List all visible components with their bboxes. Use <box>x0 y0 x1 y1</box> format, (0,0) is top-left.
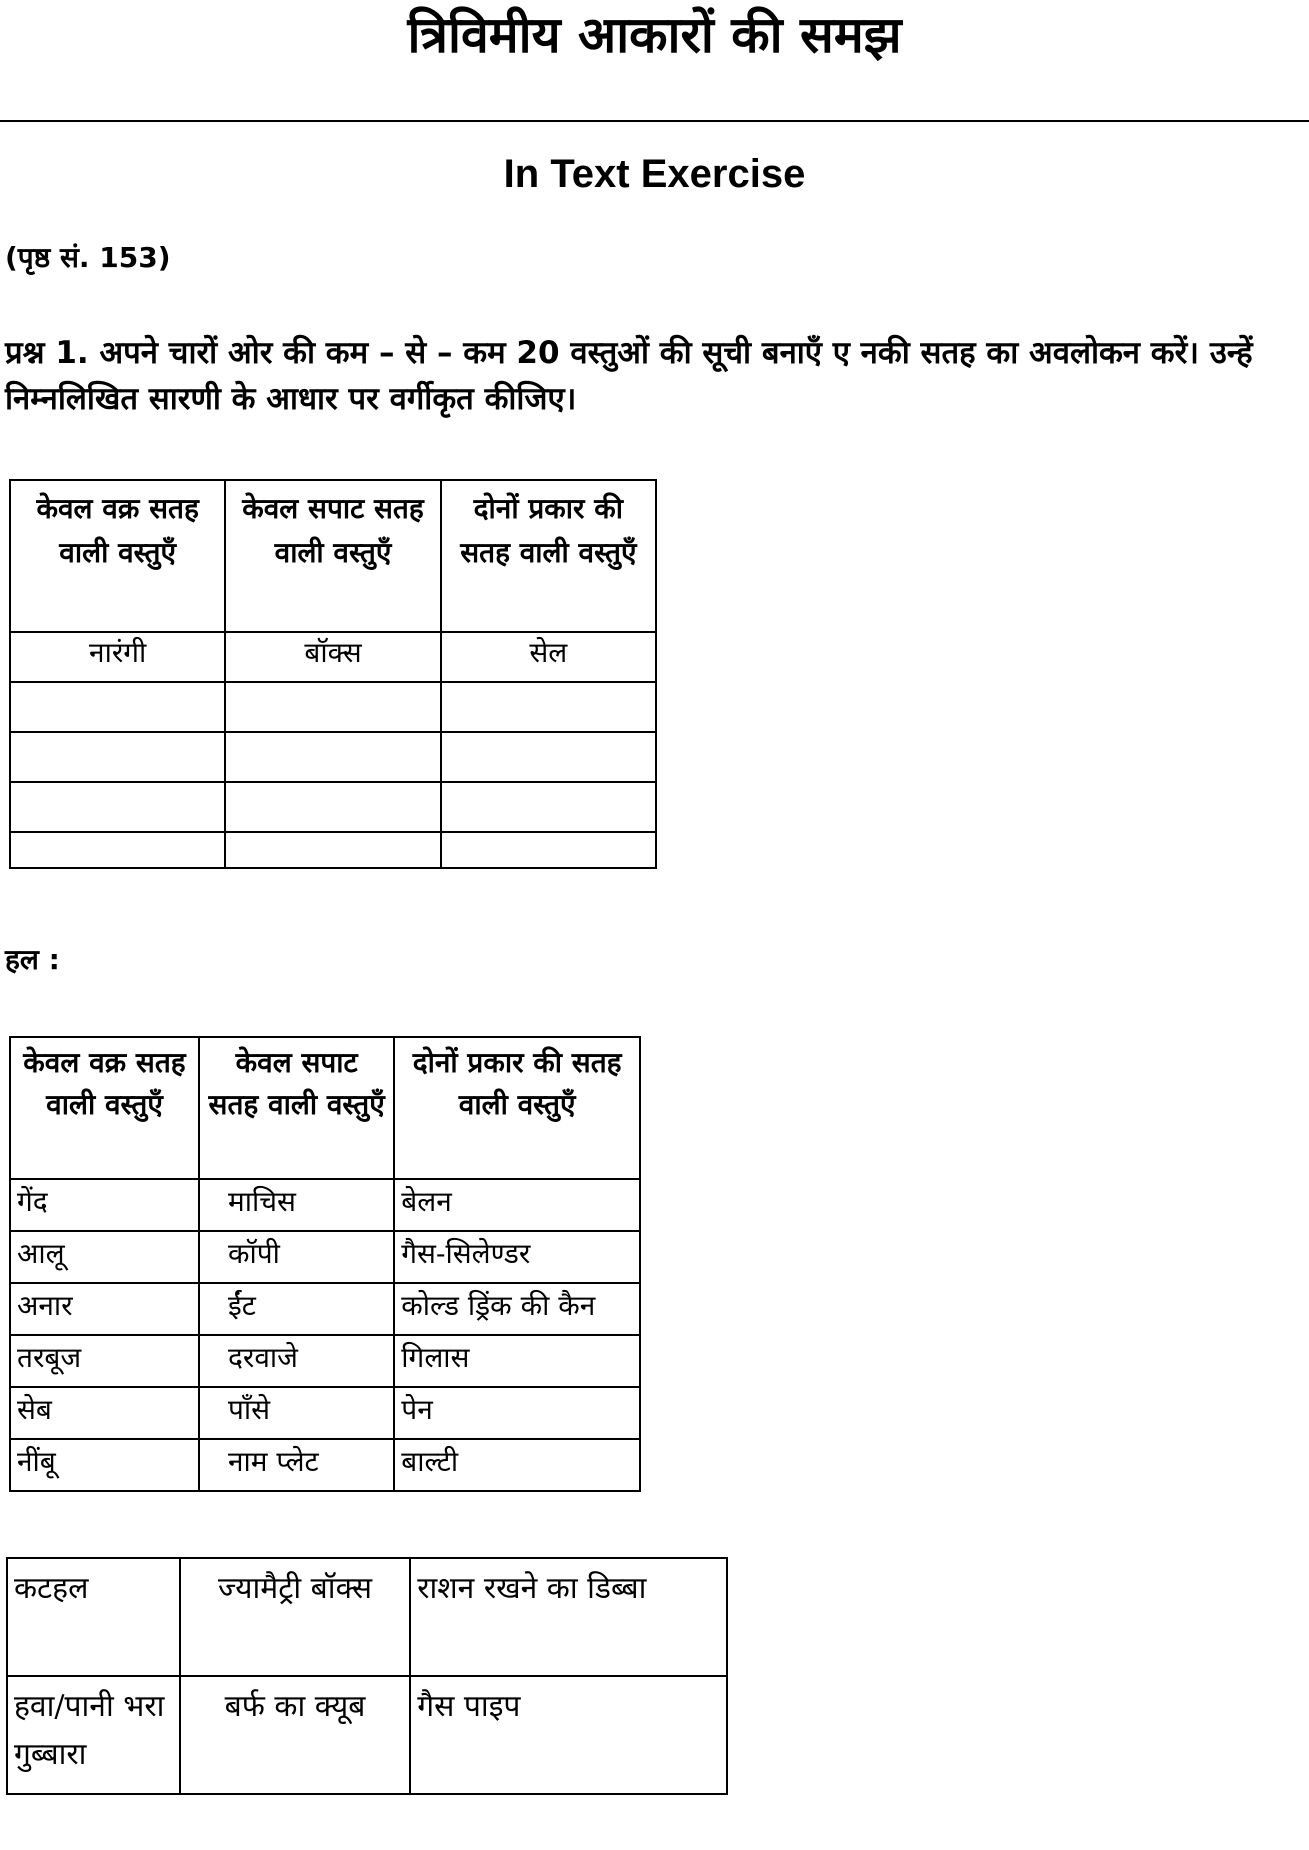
table-cell: पेन <box>394 1387 640 1439</box>
table-cell: माचिस <box>199 1179 394 1231</box>
table-cell: गेंद <box>10 1179 199 1231</box>
table-header-cell: केवल वक्र सतह वाली वस्तुएँ <box>10 480 225 632</box>
table-cell: बर्फ का क्यूब <box>180 1676 410 1794</box>
table-cell: कोल्ड ड्रिंक की कैन <box>394 1283 640 1335</box>
table-row <box>10 1283 640 1335</box>
table-cell: हवा/पानी भरा गुब्बारा <box>7 1676 180 1794</box>
table-row <box>10 1179 640 1231</box>
question-text: प्रश्न 1. अपने चारों ओर की कम – से – कम 20 वस्तुओं की सूची बनाएँ ए नकी सतह का अवलोकन करें। उन्हें निम्नलिखित सारणी के आधार पर वर्गीकृत कीजिए। <box>5 335 1253 417</box>
table-cell: आलू <box>10 1231 199 1283</box>
title-divider <box>0 120 1309 122</box>
table-cell: सेल <box>441 632 656 682</box>
table-cell <box>10 682 225 732</box>
table-header-cell: केवल वक्र सतह वाली वस्तुएँ <box>10 1037 199 1179</box>
table-cell: नाम प्लेट <box>199 1439 394 1491</box>
table-cell: कटहल <box>7 1558 180 1676</box>
table-row <box>10 1439 640 1491</box>
table-cell <box>10 732 225 782</box>
table-cell <box>225 682 440 732</box>
table-row <box>7 1558 727 1676</box>
table-row <box>10 632 656 682</box>
table-cell: कॉपी <box>199 1231 394 1283</box>
table-cell: बाल्टी <box>394 1439 640 1491</box>
table-cell: नारंगी <box>10 632 225 682</box>
table-row <box>10 682 656 732</box>
table-cell: गिलास <box>394 1335 640 1387</box>
question-table <box>9 479 657 869</box>
table-header-cell: दोनों प्रकार की सतह वाली वस्तुएँ <box>441 480 656 632</box>
table-cell <box>441 682 656 732</box>
solution-table <box>9 1036 641 1492</box>
table-cell: अनार <box>10 1283 199 1335</box>
table-cell: तरबूज <box>10 1335 199 1387</box>
table-row <box>7 1676 727 1794</box>
table-cell <box>225 732 440 782</box>
table-cell: गैस पाइप <box>410 1676 727 1794</box>
page-reference: (पृष्ठ सं. 153) <box>5 241 171 274</box>
table-cell: ईंट <box>199 1283 394 1335</box>
table-cell <box>10 832 225 868</box>
table-cell: नींबू <box>10 1439 199 1491</box>
table-cell <box>225 832 440 868</box>
table-cell: बॉक्स <box>225 632 440 682</box>
table-row <box>10 1335 640 1387</box>
table-header-cell: केवल सपाट सतह वाली वस्तुएँ <box>225 480 440 632</box>
table-header-cell: दोनों प्रकार की सतह वाली वस्तुएँ <box>394 1037 640 1179</box>
table-cell: बेलन <box>394 1179 640 1231</box>
table-cell <box>441 732 656 782</box>
table-row <box>10 732 656 782</box>
table-cell: राशन रखने का डिब्बा <box>410 1558 727 1676</box>
table-cell <box>10 782 225 832</box>
table-cell: सेब <box>10 1387 199 1439</box>
table-row <box>10 1387 640 1439</box>
solution-table-continued <box>6 1557 728 1795</box>
section-subtitle: In Text Exercise <box>503 152 806 196</box>
table-cell: गैस-सिलेण्डर <box>394 1231 640 1283</box>
table-row <box>10 832 656 868</box>
table-cell: पाँसे <box>199 1387 394 1439</box>
table-row <box>10 1231 640 1283</box>
table-cell <box>441 832 656 868</box>
solution-label: हल : <box>5 943 60 976</box>
table-cell: ज्यामैट्री बॉक्स <box>180 1558 410 1676</box>
table-cell: दरवाजे <box>199 1335 394 1387</box>
table-row <box>10 782 656 832</box>
table-cell <box>225 782 440 832</box>
page-title: त्रिविमीय आकारों की समझ <box>407 6 902 64</box>
table-cell <box>441 782 656 832</box>
table-header-cell: केवल सपाट सतह वाली वस्तुएँ <box>199 1037 394 1179</box>
